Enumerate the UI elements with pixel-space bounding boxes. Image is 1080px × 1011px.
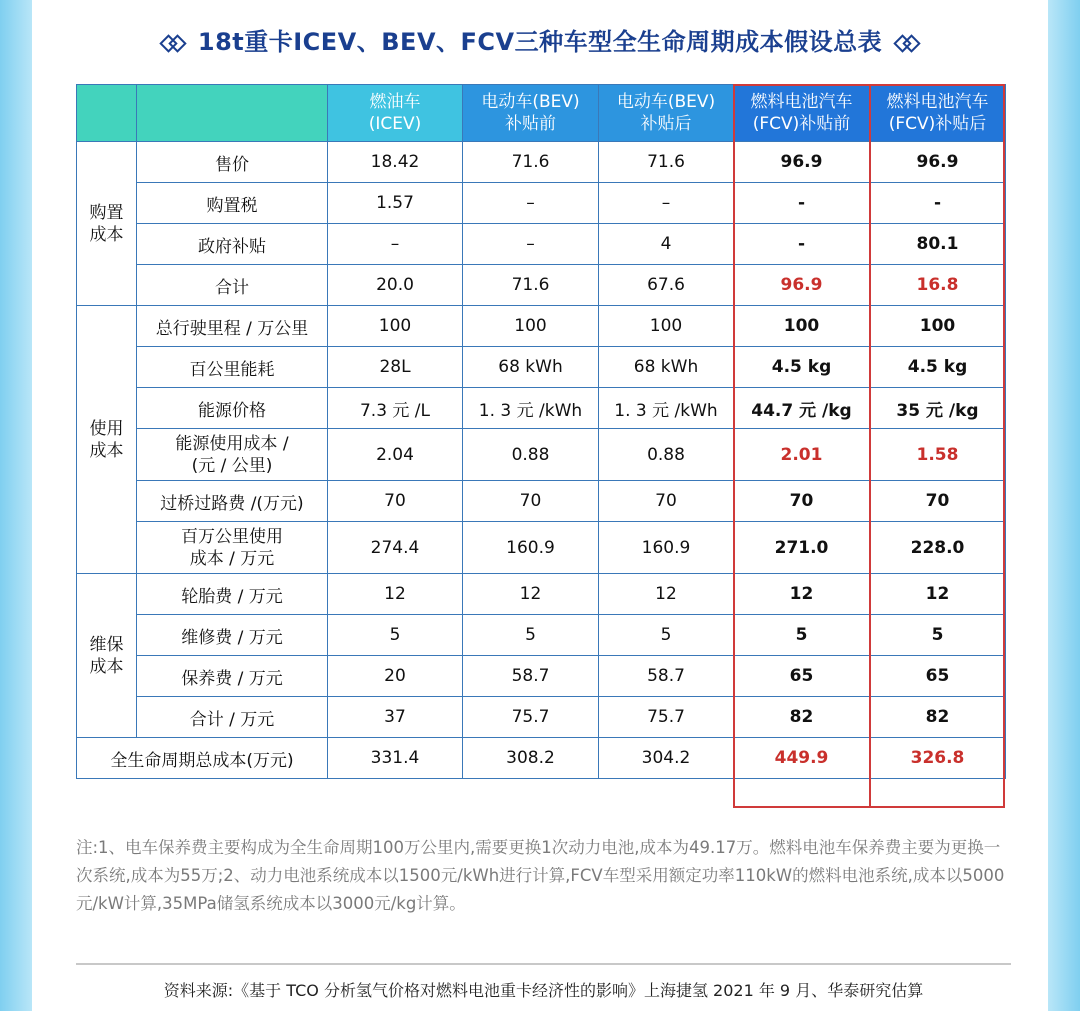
cell-fcv-before: 96.9 — [734, 142, 870, 183]
cell-fcv-after: 4.5 kg — [870, 347, 1006, 388]
cell-fcv-before: 271.0 — [734, 522, 870, 574]
header-cell-bev-after: 电动车(BEV) 补贴后 — [599, 85, 734, 142]
cell-fcv-after: - — [870, 183, 1006, 224]
table-row — [77, 481, 1006, 522]
cell-bev-after: 4 — [599, 224, 734, 265]
cell-bev-after: 304.2 — [599, 738, 734, 779]
cell-fcv-after: 82 — [870, 697, 1006, 738]
group-maintenance-cost: 维保 成本 — [77, 574, 137, 738]
cell-bev-before: 71.6 — [463, 265, 599, 306]
row-label: 总行驶里程 / 万公里 — [137, 306, 328, 347]
group-usage-cost: 使用 成本 — [77, 306, 137, 574]
cell-bev-before: 160.9 — [463, 522, 599, 574]
cell-bev-after: 0.88 — [599, 429, 734, 481]
cell-bev-after: 160.9 — [599, 522, 734, 574]
left-edge-decoration — [0, 0, 32, 1011]
cell-fcv-after: 1.58 — [870, 429, 1006, 481]
cell-fcv-after: 228.0 — [870, 522, 1006, 574]
header-cell-group — [77, 85, 137, 142]
cell-icev: 37 — [328, 697, 463, 738]
row-label: 百公里能耗 — [137, 347, 328, 388]
divider — [76, 963, 1011, 965]
cell-bev-after: 75.7 — [599, 697, 734, 738]
cell-fcv-before: 44.7 元 /kg — [734, 388, 870, 429]
row-label: 全生命周期总成本(万元) — [77, 738, 328, 779]
table-row — [77, 656, 1006, 697]
cell-fcv-before: 2.01 — [734, 429, 870, 481]
cell-fcv-after: 96.9 — [870, 142, 1006, 183]
cell-icev: 7.3 元 /L — [328, 388, 463, 429]
cell-fcv-before: 70 — [734, 481, 870, 522]
row-label: 轮胎费 / 万元 — [137, 574, 328, 615]
table-row — [77, 574, 1006, 615]
cell-fcv-after: 65 — [870, 656, 1006, 697]
cell-bev-after: 100 — [599, 306, 734, 347]
cell-fcv-before: 449.9 — [734, 738, 870, 779]
cell-icev: 331.4 — [328, 738, 463, 779]
cell-bev-after: 68 kWh — [599, 347, 734, 388]
cell-bev-before: 0.88 — [463, 429, 599, 481]
header-cell-item — [137, 85, 328, 142]
row-label: 合计 — [137, 265, 328, 306]
row-label: 过桥过路费 /(万元) — [137, 481, 328, 522]
cell-icev: 20.0 — [328, 265, 463, 306]
row-label: 合计 / 万元 — [137, 697, 328, 738]
cell-bev-after: – — [599, 183, 734, 224]
diamond-left-icon — [162, 36, 184, 50]
table-row — [77, 388, 1006, 429]
cell-bev-before: 71.6 — [463, 142, 599, 183]
table-row — [77, 522, 1006, 574]
cell-bev-before: 75.7 — [463, 697, 599, 738]
cell-bev-after: 70 — [599, 481, 734, 522]
table-row — [77, 306, 1006, 347]
cell-fcv-before: 5 — [734, 615, 870, 656]
cell-bev-before: 5 — [463, 615, 599, 656]
cell-bev-before: 100 — [463, 306, 599, 347]
page-title: 18t重卡ICEV、BEV、FCV三种车型全生命周期成本假设总表 — [197, 28, 883, 56]
row-label: 政府补贴 — [137, 224, 328, 265]
cell-bev-before: – — [463, 183, 599, 224]
cell-bev-after: 58.7 — [599, 656, 734, 697]
row-label: 售价 — [137, 142, 328, 183]
table-row — [77, 347, 1006, 388]
header-cell-bev-before: 电动车(BEV) 补贴前 — [463, 85, 599, 142]
header-cell-fcv-before: 燃料电池汽车 (FCV)补贴前 — [734, 85, 870, 142]
cell-fcv-before: 4.5 kg — [734, 347, 870, 388]
cell-bev-after: 5 — [599, 615, 734, 656]
cell-icev: 18.42 — [328, 142, 463, 183]
cell-fcv-before: 12 — [734, 574, 870, 615]
cell-fcv-after: 100 — [870, 306, 1006, 347]
table-row — [77, 183, 1006, 224]
header-row — [77, 85, 1006, 142]
row-label: 维修费 / 万元 — [137, 615, 328, 656]
cell-icev: 100 — [328, 306, 463, 347]
row-label: 购置税 — [137, 183, 328, 224]
cell-bev-after: 1. 3 元 /kWh — [599, 388, 734, 429]
cell-icev: 20 — [328, 656, 463, 697]
header-cell-fcv-after: 燃料电池汽车 (FCV)补贴后 — [870, 85, 1006, 142]
table-row — [77, 615, 1006, 656]
row-label: 保养费 / 万元 — [137, 656, 328, 697]
cell-fcv-after: 326.8 — [870, 738, 1006, 779]
cell-fcv-before: 65 — [734, 656, 870, 697]
cell-fcv-after: 70 — [870, 481, 1006, 522]
cell-icev: 1.57 — [328, 183, 463, 224]
cell-icev: 12 — [328, 574, 463, 615]
cell-icev: 274.4 — [328, 522, 463, 574]
cell-fcv-before: 82 — [734, 697, 870, 738]
cell-bev-before: – — [463, 224, 599, 265]
cell-icev: – — [328, 224, 463, 265]
table-row-total — [77, 738, 1006, 779]
cell-bev-after: 12 — [599, 574, 734, 615]
table-row — [77, 265, 1006, 306]
right-edge-decoration — [1048, 0, 1080, 1011]
cell-icev: 5 — [328, 615, 463, 656]
row-label: 能源使用成本 / (元 / 公里) — [137, 429, 328, 481]
cell-fcv-after: 5 — [870, 615, 1006, 656]
cell-fcv-before: 96.9 — [734, 265, 870, 306]
cell-icev: 2.04 — [328, 429, 463, 481]
cell-bev-before: 308.2 — [463, 738, 599, 779]
cell-icev: 70 — [328, 481, 463, 522]
cost-assumption-table — [76, 84, 1006, 779]
diamond-right-icon — [896, 36, 918, 50]
page-title-wrapper — [0, 22, 1080, 57]
cell-bev-before: 12 — [463, 574, 599, 615]
header-cell-icev: 燃油车 (ICEV) — [328, 85, 463, 142]
cell-fcv-after: 12 — [870, 574, 1006, 615]
cell-icev: 28L — [328, 347, 463, 388]
table-row — [77, 697, 1006, 738]
table-row — [77, 429, 1006, 481]
row-label: 百万公里使用 成本 / 万元 — [137, 522, 328, 574]
cell-fcv-after: 35 元 /kg — [870, 388, 1006, 429]
cell-fcv-before: - — [734, 183, 870, 224]
row-label: 能源价格 — [137, 388, 328, 429]
cell-fcv-before: - — [734, 224, 870, 265]
group-purchase-cost: 购置 成本 — [77, 142, 137, 306]
cell-bev-before: 68 kWh — [463, 347, 599, 388]
cell-fcv-before: 100 — [734, 306, 870, 347]
cell-bev-before: 58.7 — [463, 656, 599, 697]
cell-fcv-after: 80.1 — [870, 224, 1006, 265]
table-row — [77, 224, 1006, 265]
cell-bev-after: 71.6 — [599, 142, 734, 183]
cell-bev-before: 1. 3 元 /kWh — [463, 388, 599, 429]
footnote: 注:1、电车保养费主要构成为全生命周期100万公里内,需要更换1次动力电池,成本为49.17万。燃料电池车保养费主要为更换一次系统,成本为55万;2、动力电池系统成本以1500元/kWh进行计算,FCV车型采用额定功率110kW的燃料电池系统,成本以5000元/kW计算,35MPa储氢系统成本以3000元/kg计算。 — [76, 838, 1005, 913]
cell-fcv-after: 16.8 — [870, 265, 1006, 306]
cell-bev-before: 70 — [463, 481, 599, 522]
cell-bev-after: 67.6 — [599, 265, 734, 306]
table-row — [77, 142, 1006, 183]
source-citation: 资料来源:《基于 TCO 分析氢气价格对燃料电池重卡经济性的影响》上海捷氢 2021 年 9 月、华泰研究估算 — [163, 981, 924, 1000]
